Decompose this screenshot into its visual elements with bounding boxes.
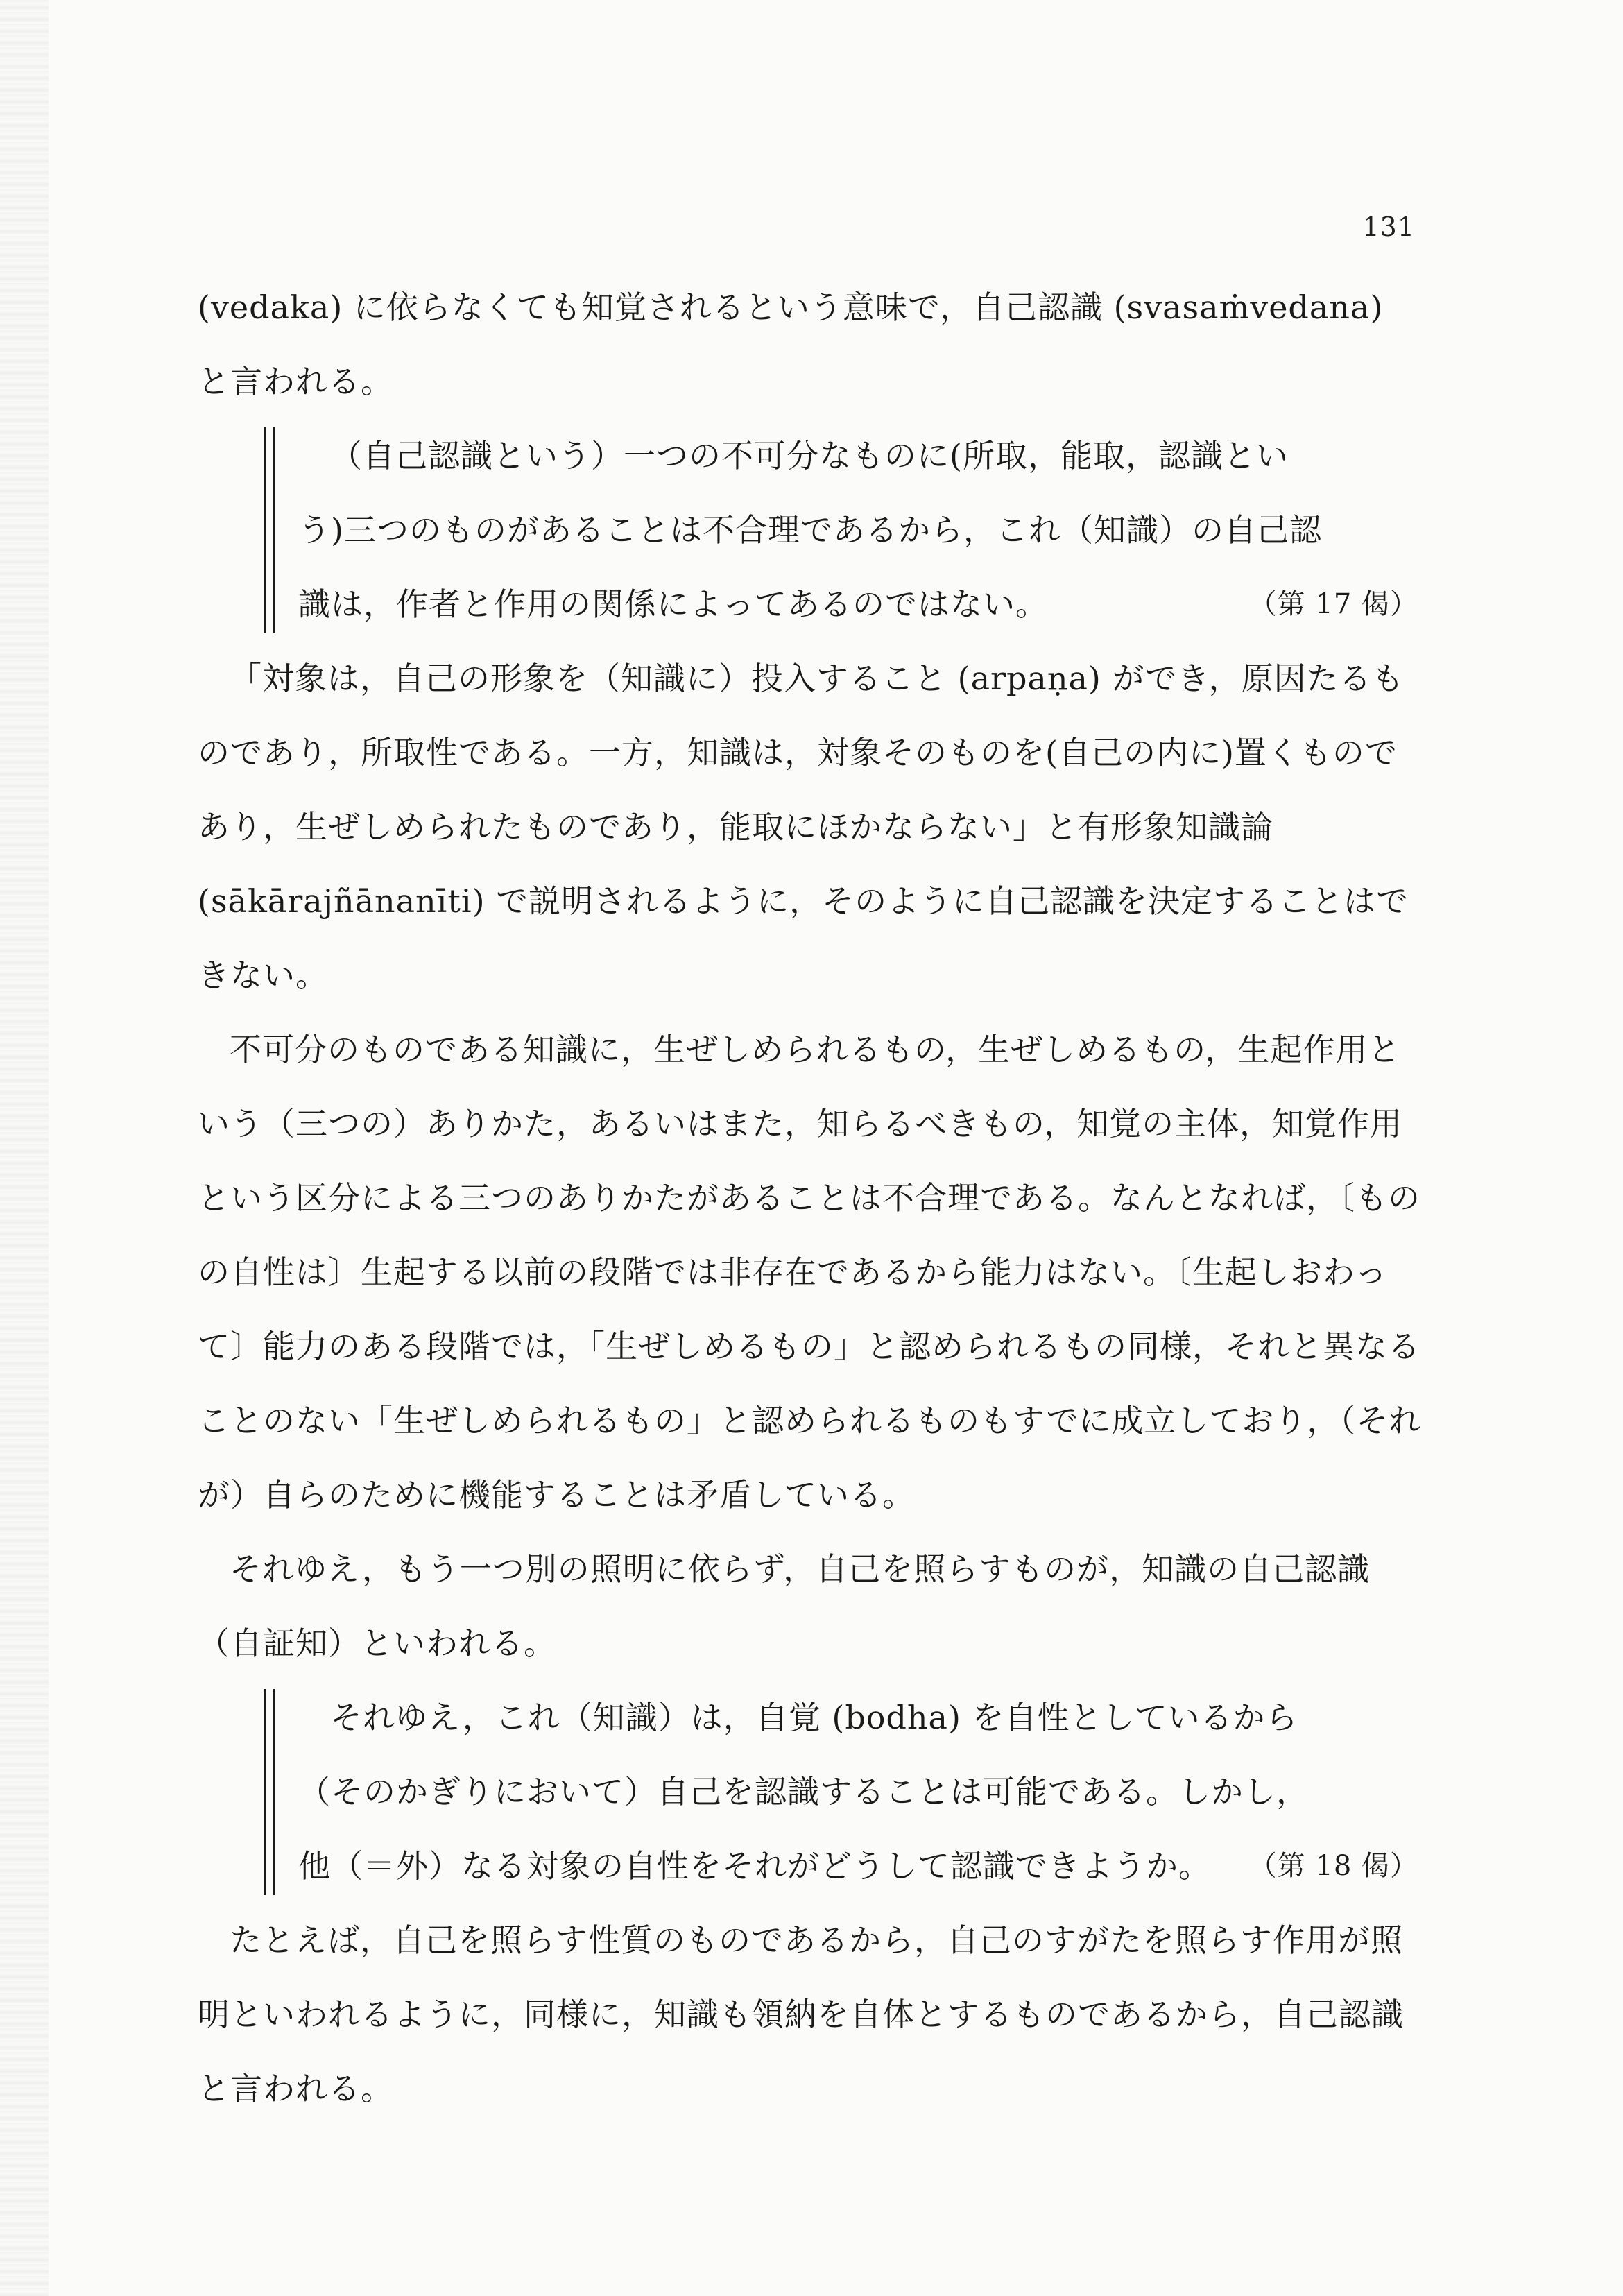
verse-18-label: （第 18 偈） xyxy=(1248,1850,1418,1882)
verse-17 xyxy=(264,419,1425,642)
paragraph-3: 不可分のものである知識に，生ぜしめられるもの，生ぜしめるもの，生起作用という（三つの）ありかた，あるいはまた，知らるべきもの，知覚の主体，知覚作用という区分による三つのありかたがあることは不合理である。なんとなれば，〔ものの自性は〕生起する以前の段階では非存在であるから能力はない。〔生起しおわって〕能力のある段階では，「生ぜしめるもの」と認められるもの同様，それと異なることのない「生ぜしめられるもの」と認められるものもすでに成立しており，（それが）自らのために機能することは矛盾している。 xyxy=(198,1031,1422,1514)
verse-18-text: それゆえ，これ（知識）は，自覚 (bodha) を自性としているから（そのかぎりにおいて）自己を認識することは可能である。しかし，他（＝外）なる対象の自性をそれがどうして認識できようか。 xyxy=(298,1699,1309,1885)
page-number: 131 xyxy=(1362,212,1415,242)
paragraph-2: 「対象は，自己の形象を（知識に）投入すること (arpaṇa) ができ，原因たるものであり，所取性である。一方，知識は，対象そのものを(自己の内に)置くものであり，生ぜしめられたものであり，能取にほかならない」と有形象知識論 (sākārajñānanīti) で説明されるように，そのように自己認識を決定することはできない。 xyxy=(198,660,1409,994)
paragraph-1: (vedaka) に依らなくても知覚されるという意味で，自己認識 (svasaṁvedana) と言われる。 xyxy=(198,289,1384,400)
page-edge-shadow xyxy=(0,0,49,2296)
main-text xyxy=(198,271,1425,2126)
verse-17-label: （第 17 偈） xyxy=(1248,588,1418,620)
verse-18 xyxy=(264,1681,1425,1903)
paragraph-4: それゆえ，もう一つ別の照明に依らず，自己を照らすものが，知識の自己認識（自証知）といわれる。 xyxy=(198,1550,1371,1662)
verse-17-text: （自己認識という）一つの不可分なものに(所取，能取，認識という)三つのものがあることは不合理であるから，これ（知識）の自己認識は，作者と作用の関係によってあるのではない。 xyxy=(298,437,1322,623)
paragraph-5: たとえば，自己を照らす性質のものであるから，自己のすがたを照らす作用が照明といわれるように，同様に，知識も領納を自体とするものであるから，自己認識と言われる。 xyxy=(198,1921,1404,2107)
